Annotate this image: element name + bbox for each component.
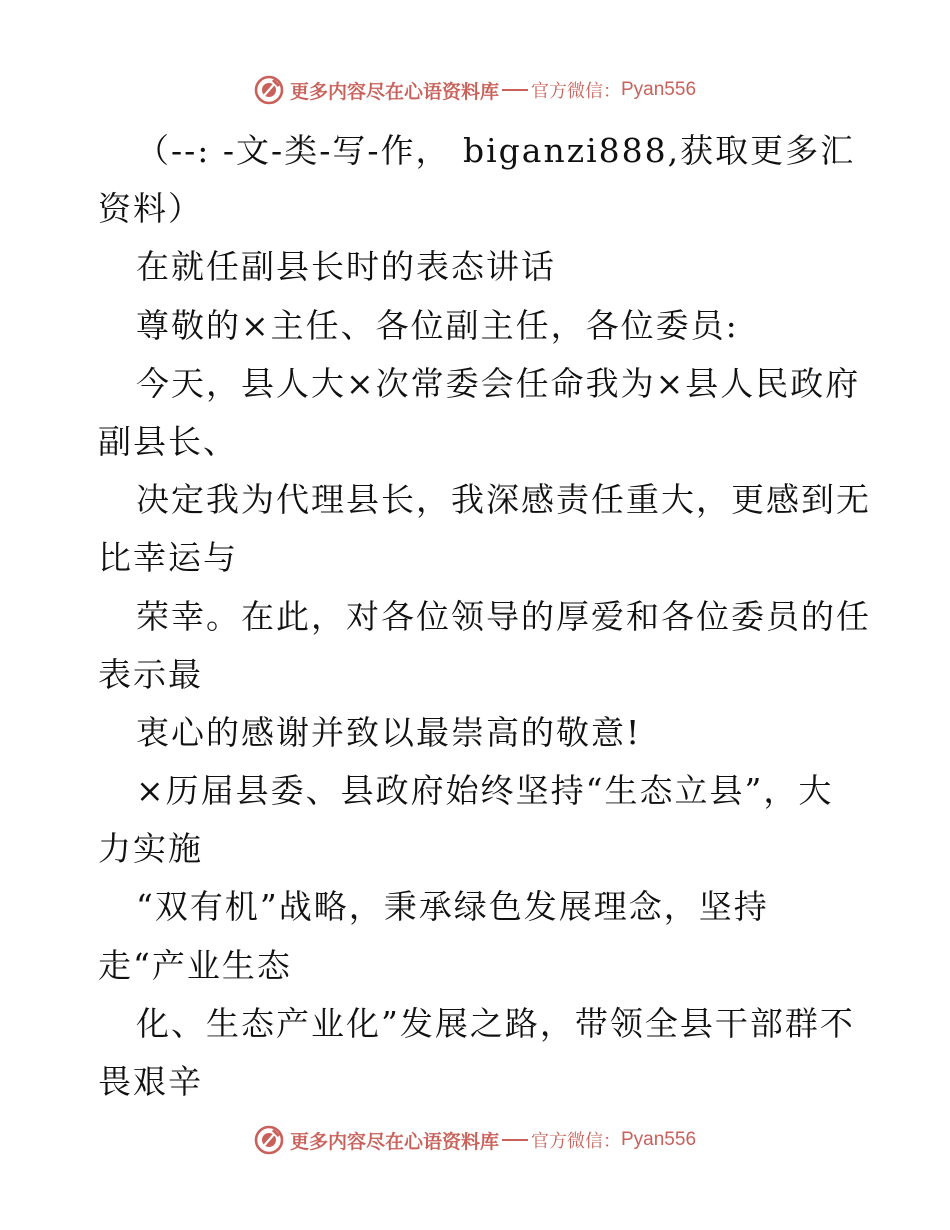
text-line: 表示最 bbox=[98, 654, 203, 694]
text-line: 荣幸。在此，对各位领导的厚爱和各位委员的任 bbox=[136, 596, 871, 636]
text-line: 决定我为代理县长，我深感责任重大，更感到无 bbox=[136, 480, 871, 520]
text-line: 力实施 bbox=[98, 829, 203, 869]
header-banner bbox=[0, 73, 950, 107]
text-line: 副县长、 bbox=[98, 421, 238, 461]
brand-logo-icon bbox=[254, 75, 284, 105]
document-body bbox=[98, 122, 871, 1111]
text-line: 资料） bbox=[98, 189, 203, 229]
text-line: “双有机”战略，秉承绿色发展理念，坚持 bbox=[136, 887, 769, 927]
banner-dash bbox=[502, 1139, 528, 1141]
document-title: 在就任副县长时的表态讲话 bbox=[136, 247, 556, 287]
text-line: 走“产业生态 bbox=[98, 945, 292, 985]
banner-wechat-label: 官方微信： bbox=[531, 1131, 621, 1152]
banner-brand-text: 更多内容尽在心语资料库 bbox=[289, 1130, 499, 1153]
banner-wechat-id: Pyan556 bbox=[621, 1129, 697, 1150]
text-line: ×历届县委、县政府始终坚持“生态立县”，大 bbox=[136, 771, 834, 811]
text-line: 畏艰辛 bbox=[98, 1062, 203, 1101]
brand-logo-icon bbox=[254, 1125, 284, 1155]
salutation: 尊敬的×主任、各位副主任，各位委员: bbox=[136, 305, 739, 345]
text-line: （--: -文-类-写-作， biganzi888,获取更多汇 bbox=[136, 131, 856, 170]
text-line: 化、生态产业化”发展之路，带领全县干部群不 bbox=[136, 1003, 855, 1043]
text-line: 今天，县人大×次常委会任命我为×县人民政府 bbox=[136, 363, 861, 403]
banner-wechat-label: 官方微信： bbox=[531, 81, 621, 102]
footer-banner bbox=[0, 1123, 950, 1157]
banner-dash bbox=[502, 89, 528, 91]
banner-wechat-id: Pyan556 bbox=[621, 79, 697, 100]
text-line: 衷心的感谢并致以最崇高的敬意! bbox=[136, 712, 642, 752]
banner-brand-text: 更多内容尽在心语资料库 bbox=[289, 80, 499, 103]
text-line: 比幸运与 bbox=[98, 538, 238, 578]
